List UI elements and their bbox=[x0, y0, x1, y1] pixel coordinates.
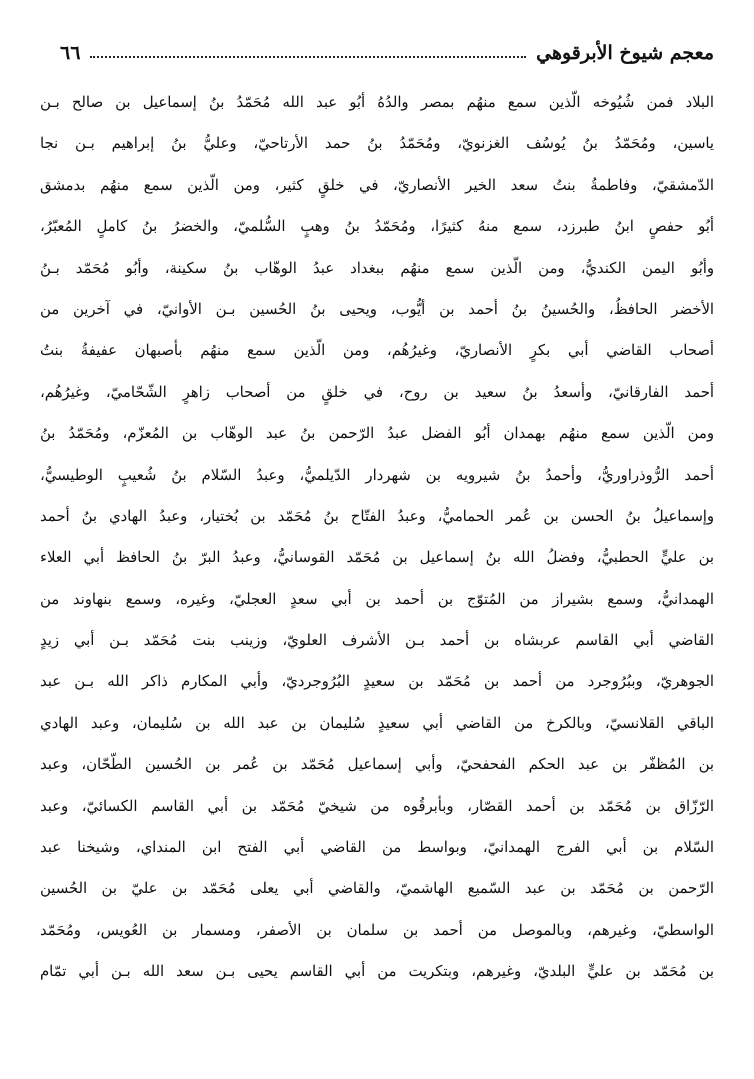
text-line: الهمدانيُّ، وسمع بشيراز من المُتوّج بن أحمد بن أبي سعدٍ العجليّ، وغيره، وسمع بنهاوند من bbox=[40, 590, 714, 608]
running-header bbox=[52, 30, 714, 64]
text-line: السّلام بن أبي الفرج الهمدانيّ، وبواسط من القاضي أبي الفتح ابن المنداي، وشيخنا عبد bbox=[40, 839, 714, 857]
text-line: الرّزّاق بن مُحَمّد بن أحمد القصّار، وبأبرقُوه من شيخيّ مُحَمّد بن أبي القاسم الكسائيّ، وعبد bbox=[40, 797, 714, 815]
text-line: ياسين، ومُحَمّدُ بنُ يُوسُف الغزنويّ، ومُحَمّدُ بنُ حمد الأرتاحيّ، وعليُّ بنُ إبراهيم بـن نجا bbox=[40, 135, 714, 153]
text-line: الدّمشقيّ، وفاطمةُ بنتُ سعد الخير الأنصاريّ، في خلقٍ كثير، ومن الّذين سمع منهُم بدمشق bbox=[40, 176, 714, 194]
text-line: أبُو حفصٍ ابنُ طبرزد، سمع منهُ كثيرًا، ومُحَمّدُ بنُ وهبٍ السُّلميّ، والخضرُ بنُ كاملٍ المُعبّرُ، bbox=[40, 218, 714, 236]
text-line: الجوهريّ، وببُرُوجرد من أحمد بن مُحَمّد بن سعيدٍ البُرُوجرديّ، وأبي المكارم ذاكر الله بـن عبد bbox=[40, 673, 714, 691]
text-line: بن المُظفّر بن عبد الحكم الفحفحيّ، وأبي إسماعيل مُحَمّد بن عُمر بن الحُسين الطّحّان، وعبد bbox=[40, 756, 714, 774]
text-line: الرّحمن بن مُحَمّد بن عبد السّميع الهاشميّ، والقاضي أبي يعلى مُحَمّد بن عليّ بن الحُسين bbox=[40, 880, 714, 898]
text-line: ومن الّذين سمع منهُم بهمدان أبُو الفضل عبدُ الرّحمن بنُ عبد الوهّاب بن المُعزّم، ومُحَمّدُ بنُ bbox=[40, 425, 714, 443]
text-line: القاضي أبي القاسم عربشاه بن أحمد بـن الأشرف العلويّ، وزينب بنت مُحَمّد بـن أبي زيدٍ bbox=[40, 632, 714, 650]
text-line: وإسماعيلُ بنُ الحسن بن عُمر الحماميُّ، وعبدُ الفتّاح بنُ مُحَمّد بن بُختيار، وعبدُ الهادي بنُ أحمد bbox=[40, 507, 714, 525]
text-line: وأبُو اليمن الكنديُّ، ومن الّذين سمع منهُم ببغداد عبدُ الوهّاب بنُ سكينة، وأبُو مُحَمّد بـنُ bbox=[40, 259, 714, 277]
text-line: البلاد فمن شُيُوخه الّذين سمع منهُم بمصر والدُهُ أبُو عبد الله مُحَمّدُ بنُ إسماعيل بن صالح بـن bbox=[40, 94, 714, 111]
text-line: الباقي القلانسيّ، وبالكرخ من القاضي أبي سعيدٍ سُليمان بن عبد الله بن سُليمان، وعبد الهادي bbox=[40, 714, 714, 732]
body-text bbox=[40, 82, 714, 993]
text-line: أحمد الرُّوذراوريُّ، وأحمدُ بنُ شيرويه بن شهردار الدّيلميُّ، وعبدُ السّلام بنُ شُعيبٍ الوطيسيُّ، bbox=[40, 466, 714, 484]
header-dotted-leader bbox=[90, 55, 526, 58]
text-line: أحمد الفارقانيّ، وأسعدُ بنُ سعيد بن روح، في خلقٍ من أصحاب زاهرٍ الشّحّاميّ، وغيرُهُم، bbox=[40, 383, 714, 401]
text-line: بن عليٍّ الحطبيُّ، وفضلُ الله بنُ إسماعيل بن مُحَمّد القوسانيُّ، وعبدُ البرّ بنُ الحافظ أبي العلاء bbox=[40, 549, 714, 567]
book-title: معجم شيوخ الأبرقوهي bbox=[536, 42, 714, 64]
text-line: الأخضر الحافظُ، والحُسينُ بنُ أحمد بن أيُّوب، ويحيى بنُ الحُسين بـن الأوانيّ، في آخرين من bbox=[40, 300, 714, 318]
text-line: بن مُحَمّد بن عليٍّ البلديّ، وغيرهم، وبتكريت من أبي القاسم يحيى بـن سعد الله بـن أبي تمّام bbox=[40, 963, 714, 981]
page-number: ٦٦ bbox=[60, 42, 81, 64]
text-line: أصحاب القاضي أبي بكرٍ الأنصاريّ، وغيرُهُم، ومن الّذين سمع منهُم بأصبهان عفيفةُ بنتُ bbox=[40, 342, 714, 360]
text-line: الواسطيّ، وغيرهم، وبالموصل من أحمد بن سلمان بن الأصفر، ومسمار بن العُويس، ومُحَمّد bbox=[40, 921, 714, 939]
